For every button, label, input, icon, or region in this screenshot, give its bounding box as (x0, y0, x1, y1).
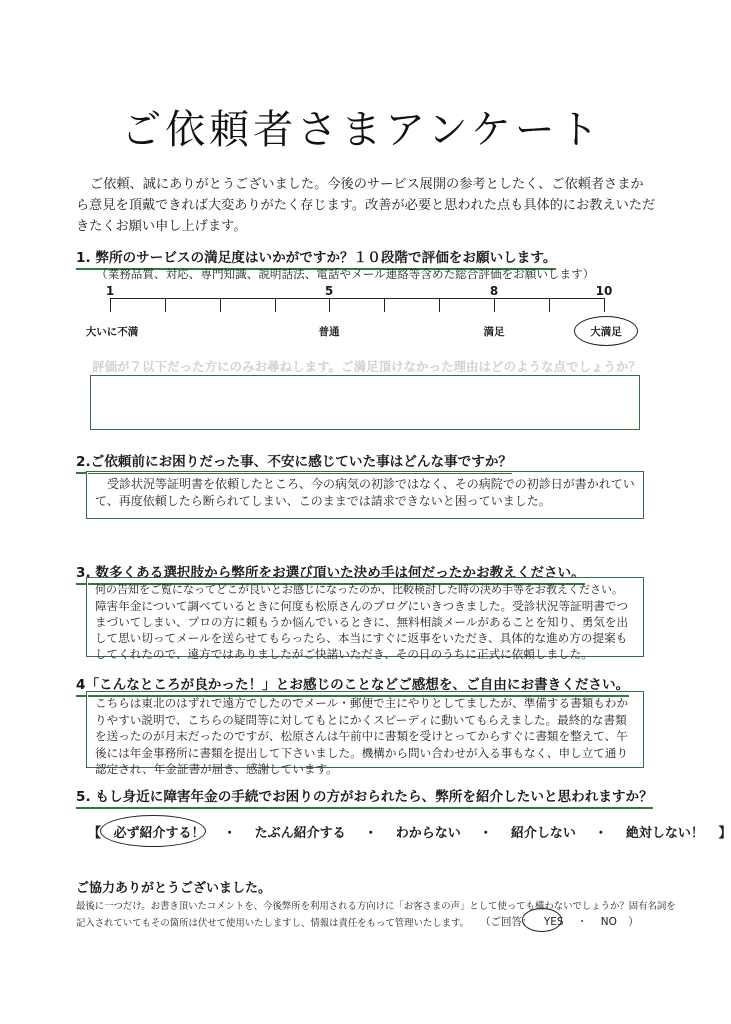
scale-tick[interactable] (549, 298, 550, 312)
scale-number-10: 10 (595, 284, 613, 298)
scale-label-neutral: 普通 (318, 326, 340, 338)
answer-no[interactable]: NO (600, 916, 617, 928)
scale-tick-selected[interactable] (604, 298, 605, 312)
selected-rating-circle (574, 316, 638, 346)
q2-answer: 受診状況等証明書を依頼したところ、今の病気の初診ではなく、その病院での初診日が書かれていて、再度依頼したら断られてしまい、このままでは請求できないと困っていました。 (95, 477, 635, 509)
thanks-text: ご協力ありがとうございました。 (76, 881, 272, 896)
option-dont-know[interactable]: わからない (395, 826, 461, 841)
q3-answer-box[interactable] (86, 577, 644, 661)
scale-tick[interactable] (275, 298, 276, 312)
q3-heading: 3. 数多くある選択肢から弊所をお選び頂いた決め手は何だったかお教えください。 (76, 561, 585, 585)
answer-close: ） (628, 916, 639, 928)
q2-heading: 2.ご依頼前にお困りだった事、不安に感じていた事はどんな事ですか？ (76, 450, 512, 474)
separator: ・ (223, 826, 237, 841)
bracket-open: 【 (88, 826, 102, 841)
consent-note-line1: 最後に一つだけ。お書き頂いたコメントを、今後弊所を利用される方向けに「お客さまの声」として使っても構わないでしょうか？固有名詞を (76, 901, 676, 912)
separator: ・ (594, 826, 608, 841)
scale-label-very-dissatisfied: 大いに不満 (85, 326, 139, 338)
option-probably-recommend[interactable]: たぶん紹介する (254, 826, 346, 841)
option-never-recommend[interactable]: 絶対しない！ (625, 826, 704, 841)
q1-subtext: （業務品質、対応、専門知識、説明話法、電話やメール連絡等含めた総合評価をお願いします） (96, 267, 595, 281)
q2-answer-box[interactable] (86, 471, 644, 519)
q3-subtext: 何の告知をご覧になってどこが良いとお感じになったのか、比較検討した時の決め手等をお教えください。 (95, 583, 623, 596)
intro-text: ご依頼、誠にありがとうございました。今後のサービス展開の参考としたく、ご依頼者さまから意見を頂戴できれば大変ありがたく存じます。改善が必要と思われた点も具体的にお教えいただきたくお願い申し上げます。 (76, 177, 656, 234)
q1-heading: 1. 弊所のサービスの満足度はいかがですか？１０段階で評価をお願いします。 (76, 246, 556, 270)
scale-tick[interactable] (110, 298, 111, 312)
selected-option-circle (100, 815, 206, 847)
scale-number-8: 8 (489, 284, 499, 298)
q4-answer: こちらは東北のはずれで遠方でしたのでメール・郵便で主にやりとしてましたが、準備する書類もわかりやすい説明で、こちらの疑問等に対してもとにかくスピーディに動いてもらえました。最終的な書類を送ったのが月末だったのですが、松原さんは午前中に書類を受けとってからすぐに書類を整えて、午後には年金事務所に書類を提出して下さいました。機構から問い合わせが入る事もなく、申し立て通り認定され、年金証書が届き、感謝しています。 (95, 696, 629, 776)
scale-tick[interactable] (220, 298, 221, 312)
scale-tick[interactable] (494, 298, 495, 312)
answer-yes[interactable]: YES (543, 916, 564, 928)
consent-note-line2: 記入されていてもその箇所は伏せて使用いたしますし、情報は責任をもって管理いたします。 (76, 918, 470, 929)
scale-tick[interactable] (439, 298, 440, 312)
q4-answer-box[interactable] (86, 691, 644, 776)
bracket-close: 】 (718, 826, 731, 841)
q1-followup-answer-box[interactable] (90, 375, 640, 430)
scale-tick[interactable] (329, 298, 330, 312)
separator: ・ (479, 826, 493, 841)
option-definitely-recommend[interactable]: 必ず紹介する！ (113, 826, 205, 841)
q1-followup-question: 評価が７以下だった方にのみお尋ねします。ご満足頂けなかった理由はどのような点でしょうか？ (92, 359, 642, 374)
answer-label: （ご回答： (480, 916, 533, 928)
scale-number-5: 5 (324, 284, 334, 298)
page-title: ご依頼者さまアンケート (121, 107, 603, 153)
q3-answer: 障害年金について調べているときに何度も松原さんのブログにいきつきました。受診状況等証明書でつまづいてしまい、プロの方に頼もうか悩んでいるときに、無料相談メールがあることを知り、勇気を出して思い切ってメールを送らせてもらったら、本当にすぐに返事をいただき、具体的な進め方の提案もしてくれたので、遠方ではありましたがご快諾いただき、その日のうちに正式に依頼しました。 (95, 599, 629, 661)
scale-tick[interactable] (384, 298, 385, 312)
q4-heading: 4「こんなところが良かった！」とお感じのことなどご感想を、ご自由にお書きください。 (76, 673, 629, 697)
scale-label-satisfied: 満足 (483, 326, 505, 338)
q5-heading: 5. もし身近に障害年金の手続でお困りの方がおられたら、弊所を紹介したいと思われますか？ (76, 785, 653, 809)
separator: ・ (364, 826, 378, 841)
rating-scale-line (110, 298, 604, 299)
scale-tick[interactable] (165, 298, 166, 312)
scale-number-1: 1 (105, 284, 115, 298)
selected-yes-circle (522, 908, 562, 932)
answer-dot: ・ (576, 916, 588, 928)
scale-label-very-satisfied: 大満足 (590, 326, 622, 338)
option-not-recommend[interactable]: 紹介しない (510, 826, 576, 841)
